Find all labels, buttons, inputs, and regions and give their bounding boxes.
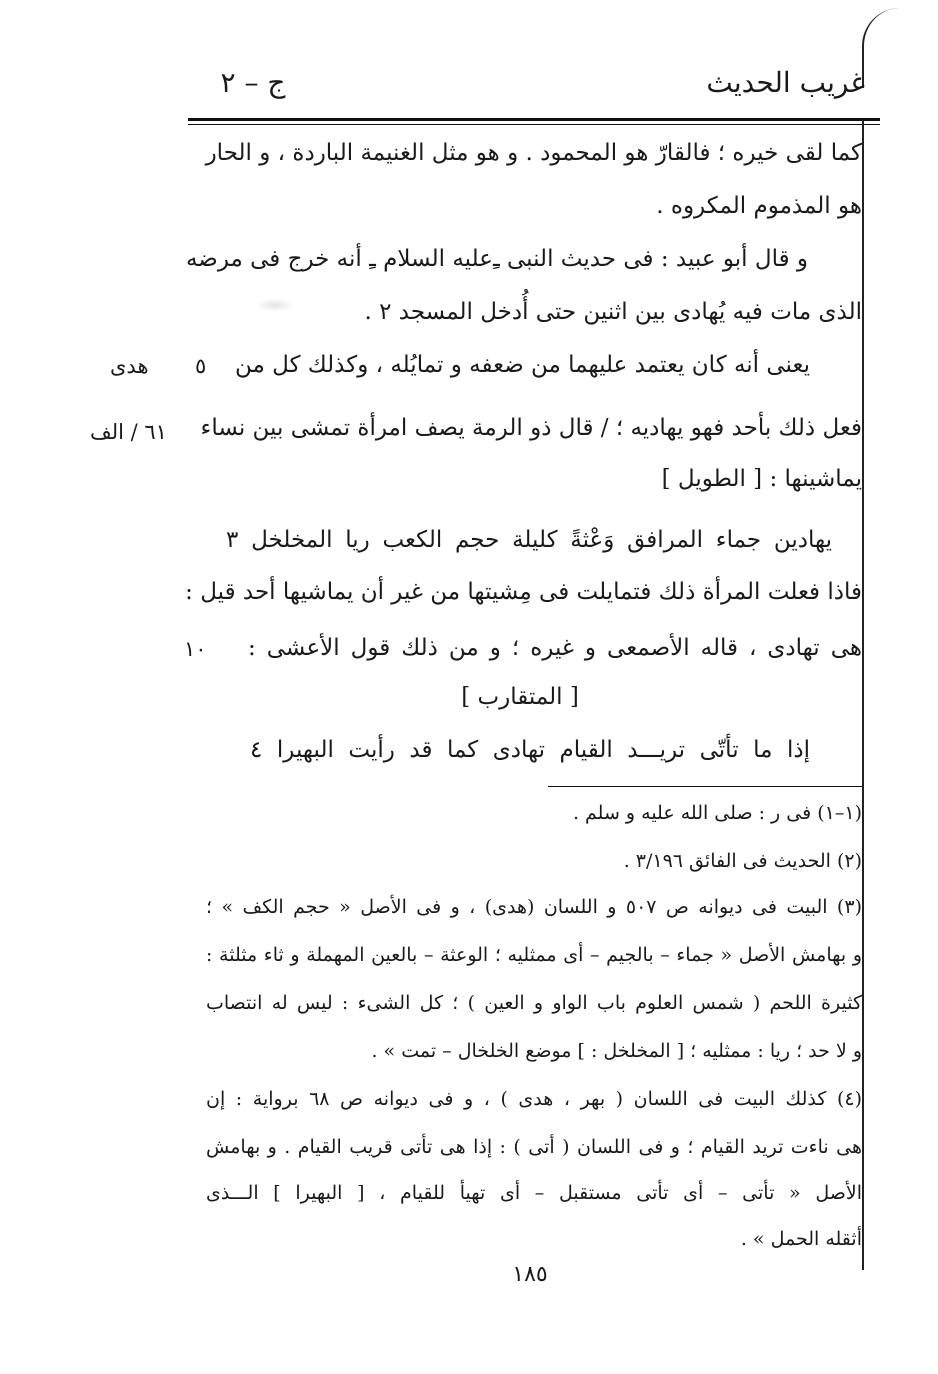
footnote: و بهامش الأصل « جماء – بالجيم – أى ممثليه ؛ الوعثة – بالعين المهملة و ثاء مثلثة : bbox=[206, 944, 862, 966]
body-line: فاذا فعلت المرأة ذلك فتمايلت فى مِشيتها من غير أن يماشيها أحد قيل : bbox=[185, 579, 862, 605]
binding-edge-curve bbox=[862, 8, 904, 88]
footnote: كثيرة اللحم ( شمس العلوم باب الواو و العين ) ؛ كل الشىء : ليس له انتصاب bbox=[206, 992, 862, 1014]
footnote: الأصل « تأتى – أى تأتى مستقبل – أى تهيأ للقيام ، [ البهيرا ] الـــذى bbox=[206, 1182, 862, 1204]
margin-line-number: ١٠ bbox=[184, 637, 207, 661]
page-number: ١٨٥ bbox=[512, 1262, 548, 1287]
header-rule-thick bbox=[188, 118, 880, 121]
ink-smudge bbox=[256, 298, 294, 312]
header-rule-thin bbox=[188, 124, 880, 125]
footnote: هى ناءت تريد القيام ؛ و فى اللسان ( أتى ) : إذا هى تأتى قريب القيام . و بهامش bbox=[206, 1136, 862, 1158]
footnote: (٤) كذلك البيت فى اللسان ( بهر ، هدى ) ، و فى ديوانه ص ٦٨ برواية : إن bbox=[206, 1088, 862, 1110]
margin-root-word: هدى bbox=[110, 354, 149, 378]
footnote: (٢) الحديث فى الفائق ٣/١٩٦ . bbox=[623, 850, 862, 872]
text-block-edge bbox=[862, 120, 864, 1270]
body-line: كما لقى خيره ؛ فالقارّ هو المحمود . و هو مثل الغنيمة الباردة ، و الحار bbox=[205, 140, 862, 166]
body-line: و قال أبو عبيد : فى حديث النبى ﹻعليه السلام ﹻ أنه خرج فى مرضه bbox=[185, 246, 808, 272]
volume-label: ج – ٢ bbox=[220, 66, 286, 99]
footnote: أثقله الحمل » . bbox=[740, 1228, 862, 1250]
meter-label: [ المتقارب ] bbox=[461, 684, 579, 710]
margin-folio: ٦١ / الف bbox=[90, 420, 167, 444]
footnote-rule bbox=[548, 786, 862, 787]
body-line: يماشينها : [ الطويل ] bbox=[661, 466, 862, 492]
body-line: يعنى أنه كان يعتمد عليهما من ضعفه و تمايُله ، وكذلك كل من bbox=[234, 352, 810, 378]
verse-line: يهادين جماء المرافق وَعْثةً كليلة حجم الكعب ريا المخلخل ٣ bbox=[226, 527, 832, 553]
margin-line-number: ٥ bbox=[195, 354, 207, 378]
running-title: غريب الحديث bbox=[706, 66, 865, 99]
body-line: هو المذموم المكروه . bbox=[656, 193, 862, 219]
footnote: (١–١) فى ر : صلى الله عليه و سلم . bbox=[572, 802, 862, 824]
body-line: هى تهادى ، قاله الأصمعى و غيره ؛ و من ذلك قول الأعشى : bbox=[248, 635, 862, 661]
body-line: الذى مات فيه يُهادى بين اثنين حتى أُدخل المسجد ٢ . bbox=[364, 299, 862, 325]
body-line: فعل ذلك بأحد فهو يهاديه ؛ / قال ذو الرمة يصف امرأة تمشى بين نساء bbox=[200, 415, 862, 441]
footnote: (٣) البيت فى ديوانه ص ٥٠٧ و اللسان (هدى) ، و فى الأصل « حجم الكف » ؛ bbox=[206, 896, 862, 918]
footnote: و لا حد ؛ ريا : ممثليه ؛ [ المخلخل : ] موضع الخلخال – تمت » . bbox=[371, 1040, 862, 1062]
verse-line: إذا ما تأتّى تريـــد القيام تهادى كما قد رأيت البهيرا ٤ bbox=[250, 737, 810, 763]
